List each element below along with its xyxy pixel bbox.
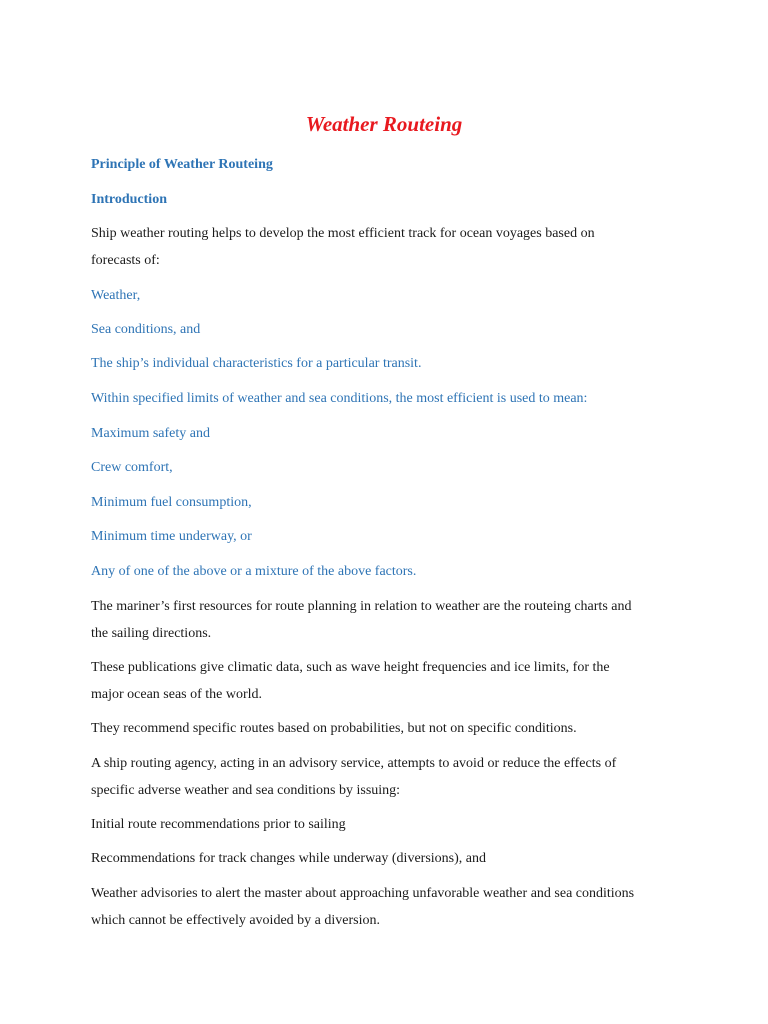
issuing-item-initial: Initial route recommendations prior to sailing [91,817,346,832]
efficient-item-comfort: Crew comfort, [91,460,173,475]
resources-line-1: The mariner’s first resources for route planning in relation to weather are the routeing charts and [91,599,632,614]
forecast-item-ship: The ship’s individual characteristics for a particular transit. [91,356,422,371]
document-title: Weather Routeing [305,112,463,136]
issuing-item-track: Recommendations for track changes while underway (diversions), and [91,851,486,866]
efficient-item-time: Minimum time underway, or [91,529,252,544]
publications-line-1: These publications give climatic data, such as wave height frequencies and ice limits, for the [91,660,610,675]
intro-line-2: forecasts of: [91,253,160,268]
section-heading: Principle of Weather Routeing [91,157,273,172]
publications-line-2: major ocean seas of the world. [91,687,263,702]
advisories-line-1: Weather advisories to alert the master about approaching unfavorable weather and sea conditions [91,886,635,901]
efficient-item-fuel: Minimum fuel consumption, [91,495,252,510]
recommend-paragraph: They recommend specific routes based on probabilities, but not on specific conditions. [91,721,577,736]
agency-line-2: specific adverse weather and sea conditions by issuing: [91,783,401,798]
forecast-item-sea: Sea conditions, and [91,322,201,337]
advisories-line-2: which cannot be effectively avoided by a diversion. [91,913,380,928]
intro-line-1: Ship weather routing helps to develop the most efficient track for ocean voyages based on [91,226,595,241]
efficient-item-safety: Maximum safety and [91,426,210,441]
forecast-item-weather: Weather, [91,288,141,303]
subsection-heading: Introduction [91,192,167,207]
resources-line-2: the sailing directions. [91,626,212,641]
agency-line-1: A ship routing agency, acting in an advisory service, attempts to avoid or reduce the effects of [91,756,617,771]
efficient-intro: Within specified limits of weather and sea conditions, the most efficient is used to mean: [91,391,588,406]
efficient-item-mixture: Any of one of the above or a mixture of the above factors. [91,564,417,579]
